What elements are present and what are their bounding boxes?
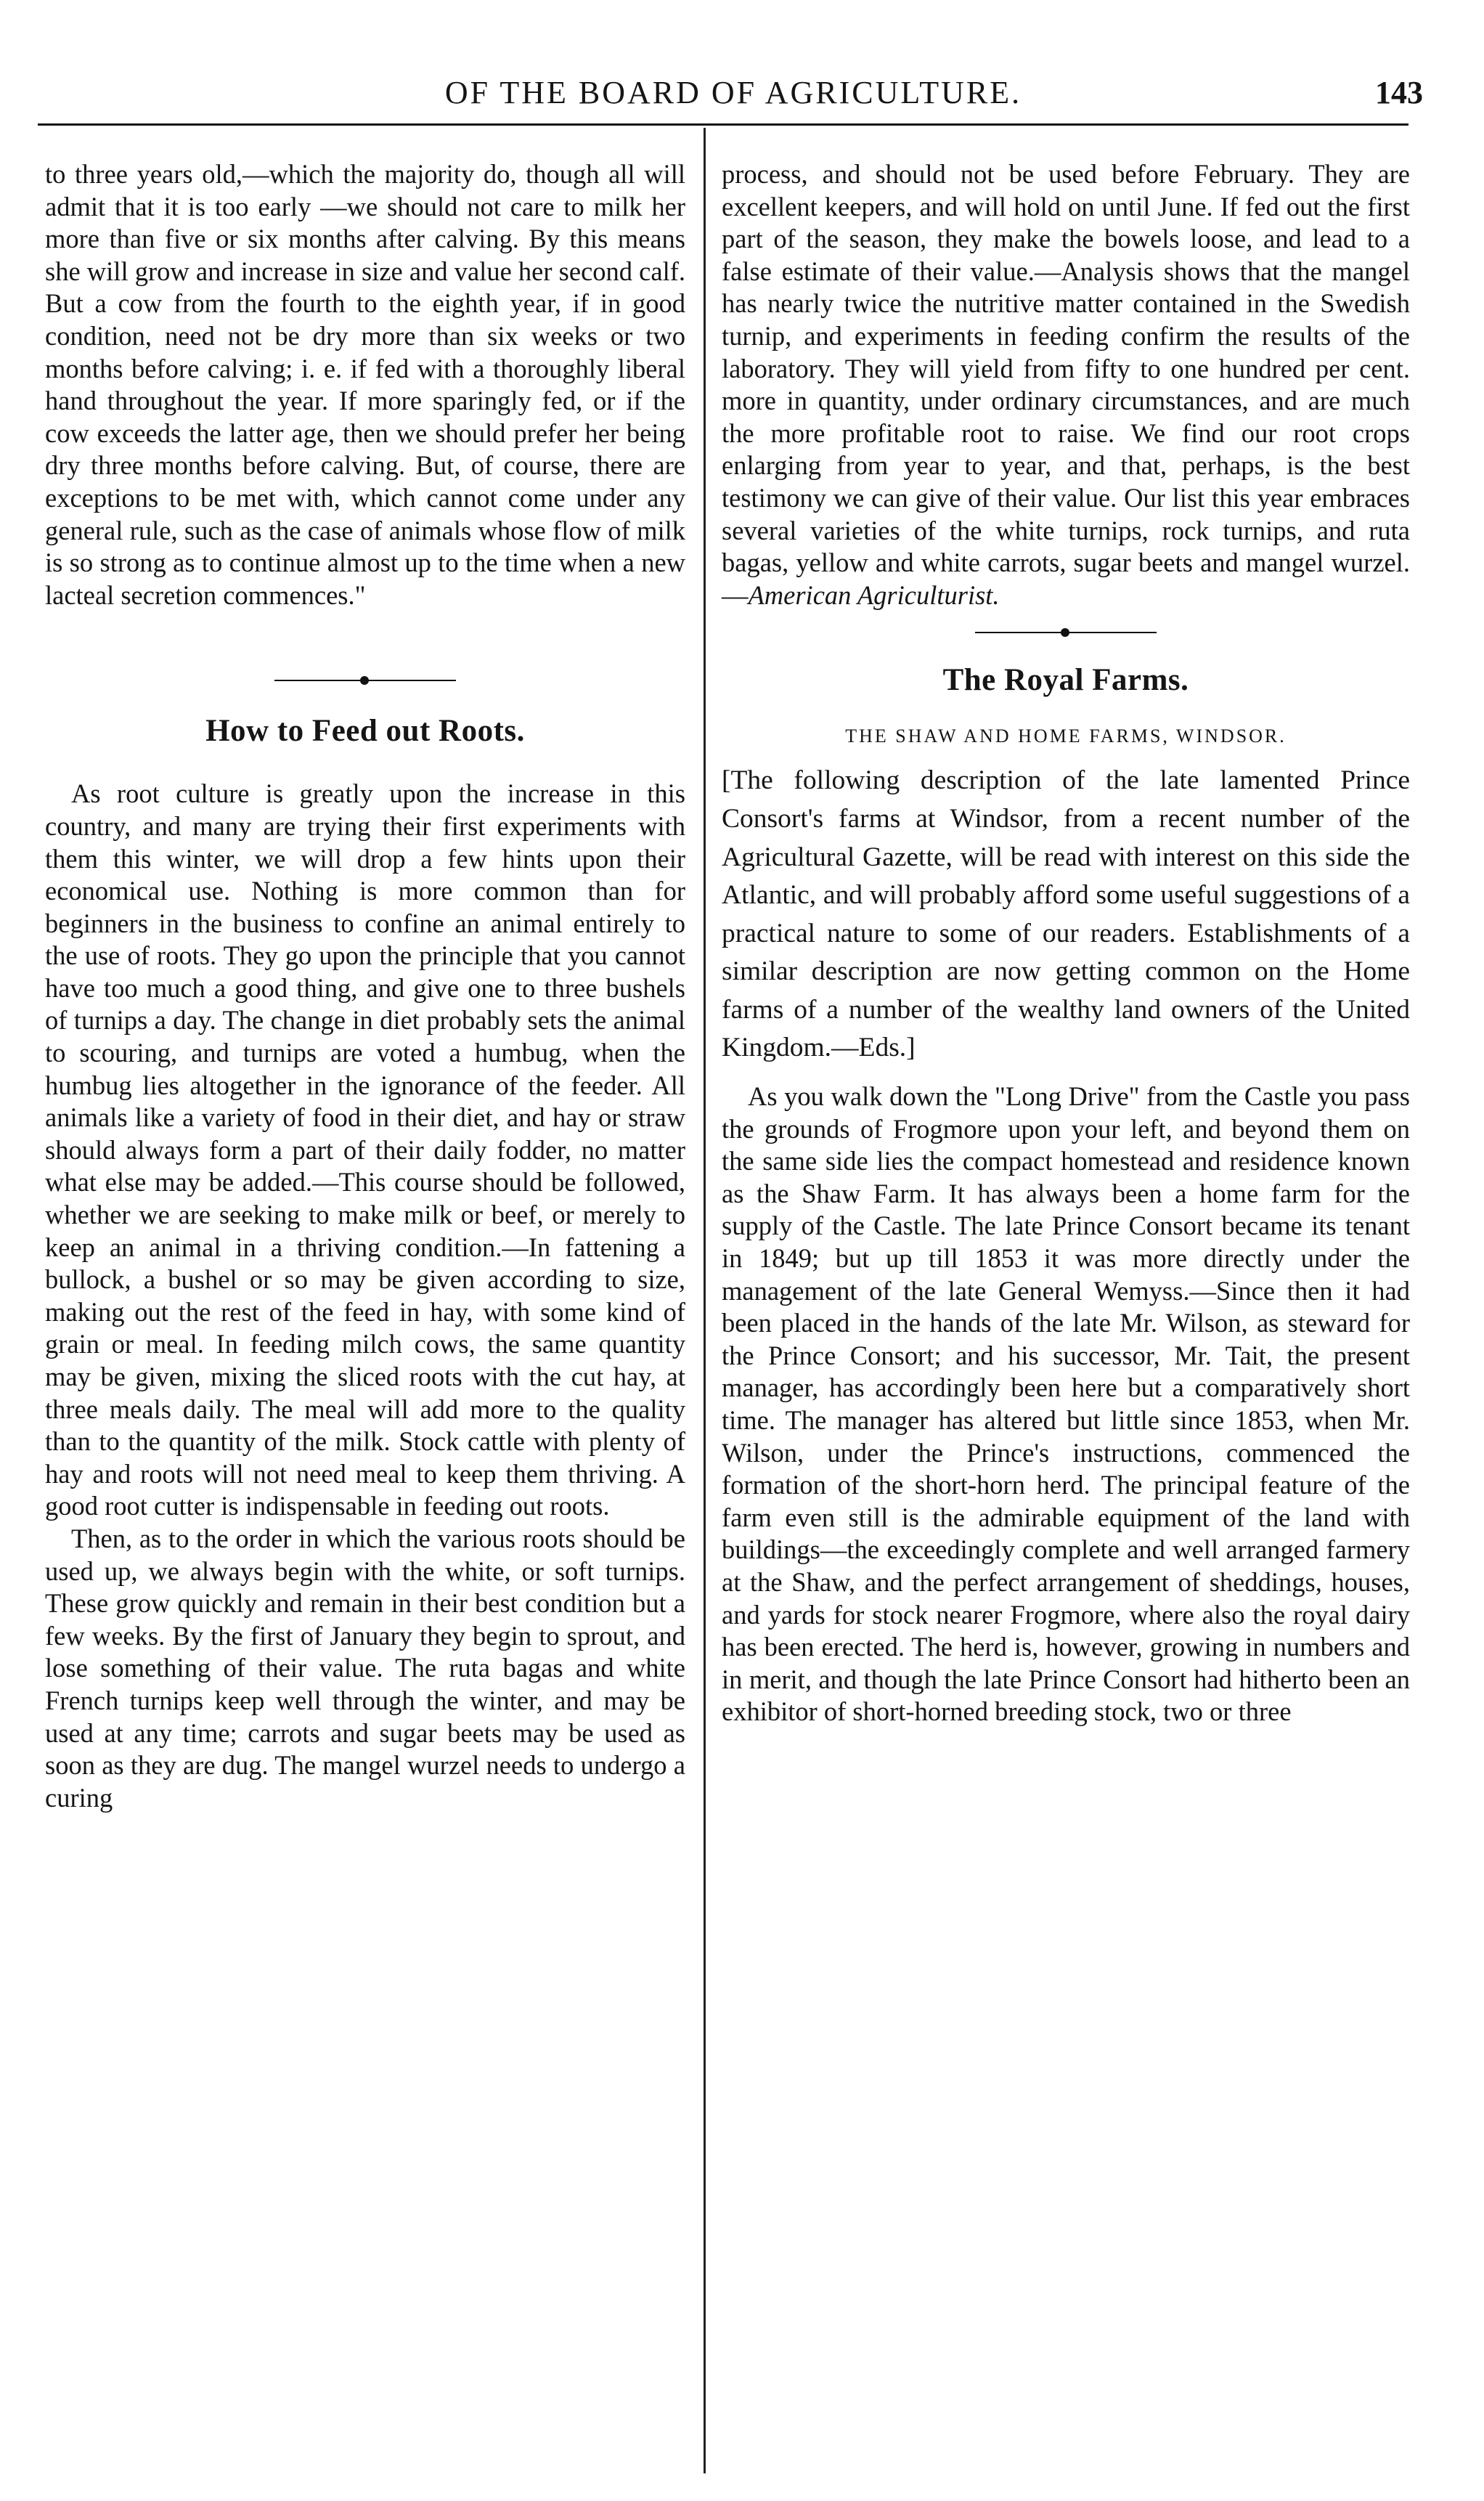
- column-divider: [704, 128, 706, 2473]
- article-paragraph: As you walk down the "Long Drive" from the Castle you pass the grounds of Frogmore upon your left, and beyond them on the same side lies the compact homestead and residence known as the Shaw Farm. It has always been a home farm for the supply of the Castle. The late Prince Consort became its tenant in 1849; but up till 1853 it was more directly under the management of the late General Wemyss.—Since then it had been placed in the hands of the late Mr. Wilson, as steward for the Prince Consort; and his successor, Mr. Tait, the present manager, has accordingly been here but a comparatively short time. The manager has altered but little since 1853, when Mr. Wilson, under the Prince's instructions, commenced the formation of the short-horn herd. The principal feature of the farm even still is the admirable equipment of the land with buildings—the exceedingly complete and well arranged farmery at the Shaw, and the perfect arrangement of sheddings, houses, and yards for stock nearer Frogmore, where also the royal dairy has been erected. The herd is, however, growing in numbers and in merit, and though the late Prince Consort had hitherto been an exhibitor of short-horned breeding stock, two or three: [722, 1081, 1410, 1727]
- header-rule: [38, 123, 1408, 126]
- continued-text: to three years old,—which the majority do, though all will admit that it is too early —we should not care to milk her more than five or six months after calving. By this means she will grow and increase in size and value her second calf. But a cow from the fourth to the eighth year, if in good condition, need not be dry more than six weeks or two months before calving; i. e. if fed with a thoroughly liberal hand throughout the year. If more sparingly fed, or if the cow exceeds the latter age, then we should prefer her being dry three months before calving. But, of course, there are exceptions to be met with, which cannot come under any general rule, such as the case of animals whose flow of milk is so strong as to continue almost up to the time when a new lacteal secretion commences.": [45, 159, 685, 610]
- running-title: OF THE BOARD OF AGRICULTURE.: [444, 75, 1022, 110]
- left-column: [45, 158, 685, 1814]
- section-separator: [274, 670, 456, 691]
- continued-text-body: process, and should not be used before February. They are excellent keepers, and will hold on until June. If fed out the first part of the season, they make the bowels loose, and lead to a false estimate of their value.—Analysis shows that the mangel has nearly twice the nutritive matter contained in the Swedish turnip, and experiments in feeding confirm the results of the laboratory. They will yield from fifty to one hundred per cent. more in quantity, under ordinary circumstances, and are much the more profitable root to raise. We find our root crops enlarging from year to year, and that, perhaps, is the best testimony we can give of their value. Our list this year embraces several varieties of the white turnips, rock turnips, and ruta bagas, yellow and white carrots, sugar beets and mangel wurzel.—: [722, 159, 1410, 610]
- editor-note: [The following description of the late lamented Prince Consort's farms at Windsor, from a recent number of the Agricultural Gazette, will be read with interest on this side the Atlantic, and will probably afford some useful suggestions of a practical nature to some of our readers. Establishments of a similar description are now getting common on the Home farms of a number of the wealthy land owners of the United Kingdom.—Eds.]: [722, 765, 1410, 1063]
- article-title: The Royal Farms.: [942, 663, 1189, 698]
- running-head: [44, 70, 1423, 121]
- article-subtitle: THE SHAW AND HOME FARMS, WINDSOR.: [845, 725, 1287, 747]
- right-column: [722, 158, 1410, 1728]
- article-paragraph: Then, as to the order in which the various roots should be used up, we always begin with the white, or soft turnips. These grow quickly and remain in their best condition but a few weeks. By the first of January they begin to sprout, and lose something of their value. The ruta bagas and white French turnips keep well through the winter, and may be used at any time; carrots and sugar beets may be used as soon as they are dug. The mangel wurzel needs to undergo a curing: [45, 1523, 685, 1813]
- page-number: 143: [1375, 75, 1423, 110]
- section-separator: [975, 622, 1157, 643]
- source-signature: American Agriculturist.: [748, 580, 1000, 610]
- article-paragraph: As root culture is greatly upon the increase in this country, and many are trying their first experiments with them this winter, we will drop a few hints upon their economical use. Nothing is more common than for beginners in the business to confine an animal entirely to the use of roots. They go upon the principle that you cannot have too much a good thing, and give one to three bushels of turnips a day. The change in diet probably sets the animal to scouring, and turnips are voted a humbug, when the humbug lies altogether in the ignorance of the feeder. All animals like a variety of food in their diet, and hay or straw should always form a part of their daily fodder, no matter what else may be added.—This course should be followed, whether we are seeking to make milk or beef, or merely to keep an animal in a thriving condition.—In fattening a bullock, a bushel or so may be given according to size, making out the rest of the feed in hay, with some kind of grain or meal. In feeding milch cows, the same quantity may be given, mixing the sliced roots with the cut hay, at three meals daily. The meal will add more to the quality than to the quantity of the milk. Stock cattle with plenty of hay and roots will not need meal to keep them thriving. A good root cutter is indispensable in feeding out roots.: [45, 778, 685, 1521]
- article-title: How to Feed out Roots.: [205, 714, 525, 749]
- continued-text: [722, 158, 1410, 611]
